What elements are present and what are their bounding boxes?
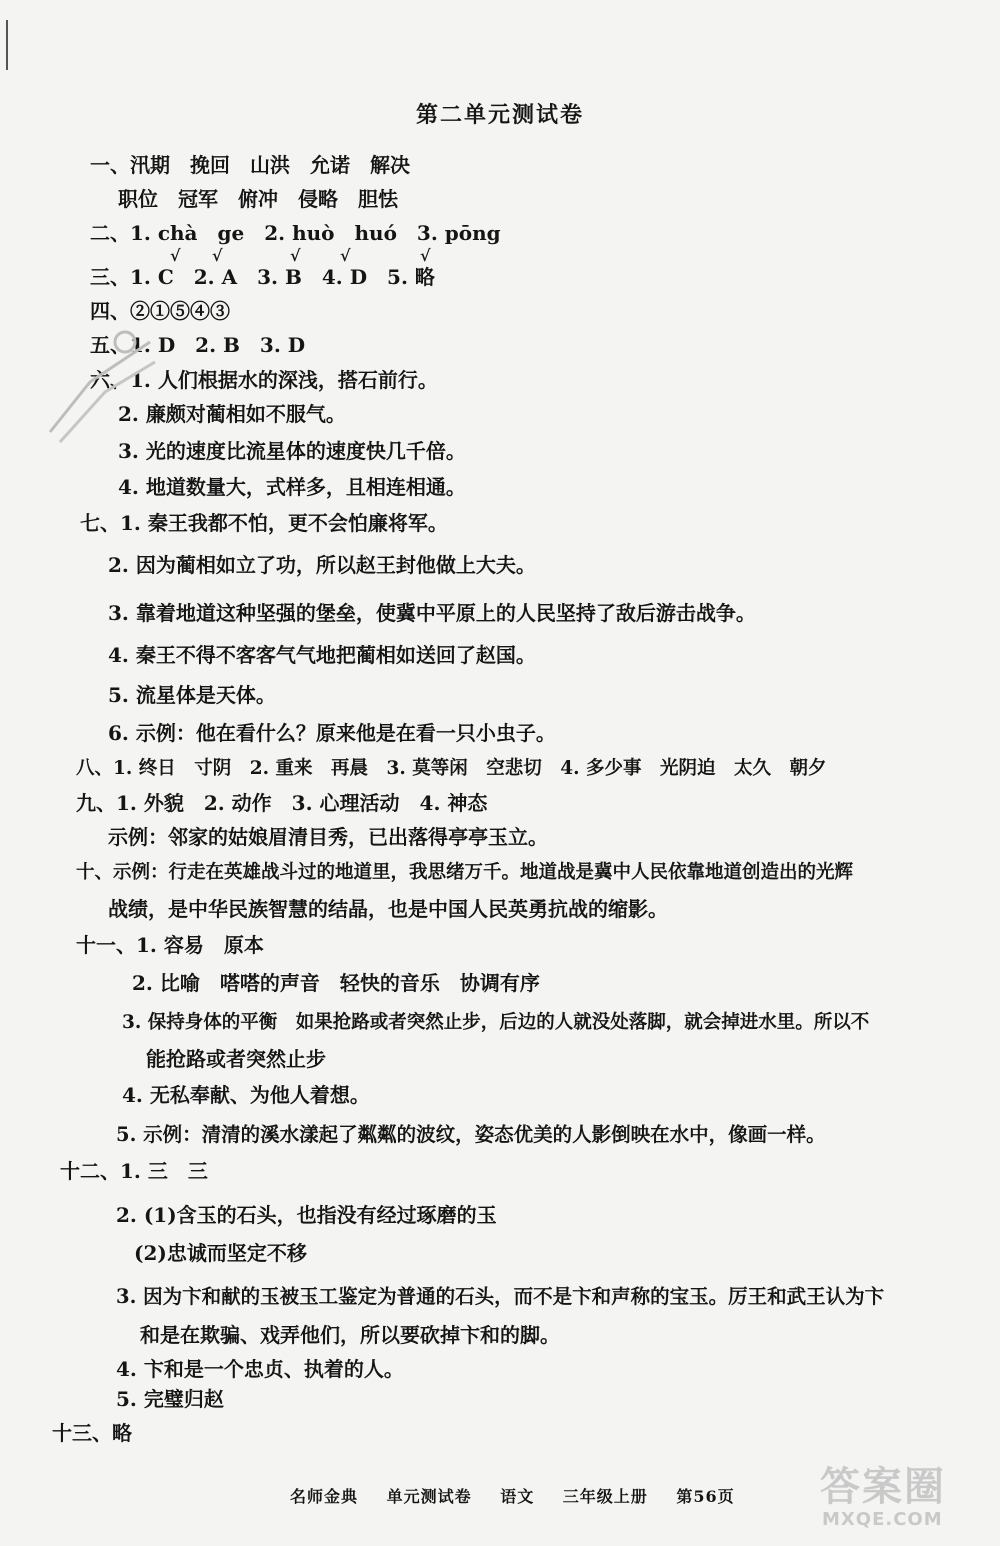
answer-line: 和是在欺骗、戏弄他们，所以要砍掉卞和的脚。 [140,1323,560,1347]
answer-line: 九、1. 外貌 2. 动作 3. 心理活动 4. 神态 [76,791,488,815]
answer-line: (2)忠诚而坚定不移 [134,1241,307,1265]
check-icon: √ [170,246,181,265]
check-icon: √ [420,246,431,265]
page-footer [290,1484,757,1507]
answer-line: 二、1. chà ge 2. huò huó 3. pōng [90,221,501,245]
answer-line: 六、1. 人们根据水的深浅，搭石前行。 [90,368,438,392]
watermark-url: MXQE.COM [822,1509,943,1530]
footer-series: 单元测试卷 [386,1487,472,1506]
watermark-logo-text: 答案圈 [820,1464,946,1510]
answer-line: 3. 靠着地道这种坚强的堡垒，使冀中平原上的人民坚持了敌后游击战争。 [108,601,756,625]
site-watermark [820,1455,980,1540]
answer-line: 十一、1. 容易 原本 [76,933,264,957]
check-icon: √ [212,246,223,265]
footer-grade: 三年级上册 [562,1487,648,1506]
answer-line: 十三、略 [52,1421,132,1445]
answer-line: 4. 秦王不得不客客气气地把蔺相如送回了赵国。 [108,643,536,667]
footer-subject: 语文 [500,1487,535,1506]
answer-line: 3. 因为卞和献的玉被玉工鉴定为普通的石头，而不是卞和声称的宝玉。厉王和武王认为卞 [116,1285,885,1308]
answer-line: 十二、1. 三 三 [60,1159,208,1183]
answer-line: 5. 完璧归赵 [116,1387,224,1411]
check-icon: √ [340,246,351,265]
check-icon: √ [290,246,301,265]
answer-line: 四、②①⑤④③ [90,299,230,323]
answer-line: 5. 示例：清清的溪水漾起了粼粼的波纹，姿态优美的人影倒映在水中，像画一样。 [116,1123,826,1146]
page-title: 第二单元测试卷 [415,102,584,128]
footer-brand: 名师金典 [290,1487,359,1506]
answer-line: 职位 冠军 俯冲 侵略 胆怯 [118,187,398,211]
answer-line: 4. 地道数量大，式样多，且相连相通。 [118,475,466,499]
answer-line: 3. 光的速度比流星体的速度快几千倍。 [118,439,466,463]
answer-line: 示例：邻家的姑娘眉清目秀，已出落得亭亭玉立。 [108,825,548,849]
answer-line: 4. 卞和是一个忠贞、执着的人。 [116,1357,404,1381]
answer-line: 5. 流星体是天体。 [108,683,276,707]
answer-line: 6. 示例：他在看什么？原来他是在看一只小虫子。 [108,721,556,745]
answer-line: 战绩，是中华民族智慧的结晶，也是中国人民英勇抗战的缩影。 [108,897,668,921]
faded-stamp-mark [30,322,160,452]
answer-line: 2. 因为蔺相如立了功，所以赵王封他做上大夫。 [108,553,536,577]
answer-line: 2. (1)含玉的石头，也指没有经过琢磨的玉 [116,1203,497,1227]
answer-line: 三、1. C 2. A 3. B 4. D 5. 略 [90,265,435,289]
answer-line: 一、汛期 挽回 山洪 允诺 解决 [90,153,410,177]
answer-line: 八、1. 终日 寸阴 2. 重来 再晨 3. 莫等闲 空悲切 4. 多少事 光阴迫 太久 朝夕 [76,758,827,779]
answer-line: 3. 保持身体的平衡 如果抢路或者突然止步，后边的人就没处落脚，就会掉进水里。所以不 [122,1012,870,1033]
answer-line: 十、示例：行走在英雄战斗过的地道里，我思绪万千。地道战是冀中人民依靠地道创造出的光辉 [76,862,854,883]
answer-line: 七、1. 秦王我都不怕，更不会怕廉将军。 [80,511,448,535]
footer-page-number: 第56页 [676,1487,735,1506]
answer-line: 4. 无私奉献、为他人着想。 [122,1083,370,1107]
answer-line: 2. 比喻 嗒嗒的声音 轻快的音乐 协调有序 [132,971,540,995]
answer-line: 能抢路或者突然止步 [146,1047,326,1071]
answer-line: 2. 廉颇对蔺相如不服气。 [118,402,346,426]
page-edge-mark [6,20,8,70]
answer-line: 五、1. D 2. B 3. D [90,333,306,357]
